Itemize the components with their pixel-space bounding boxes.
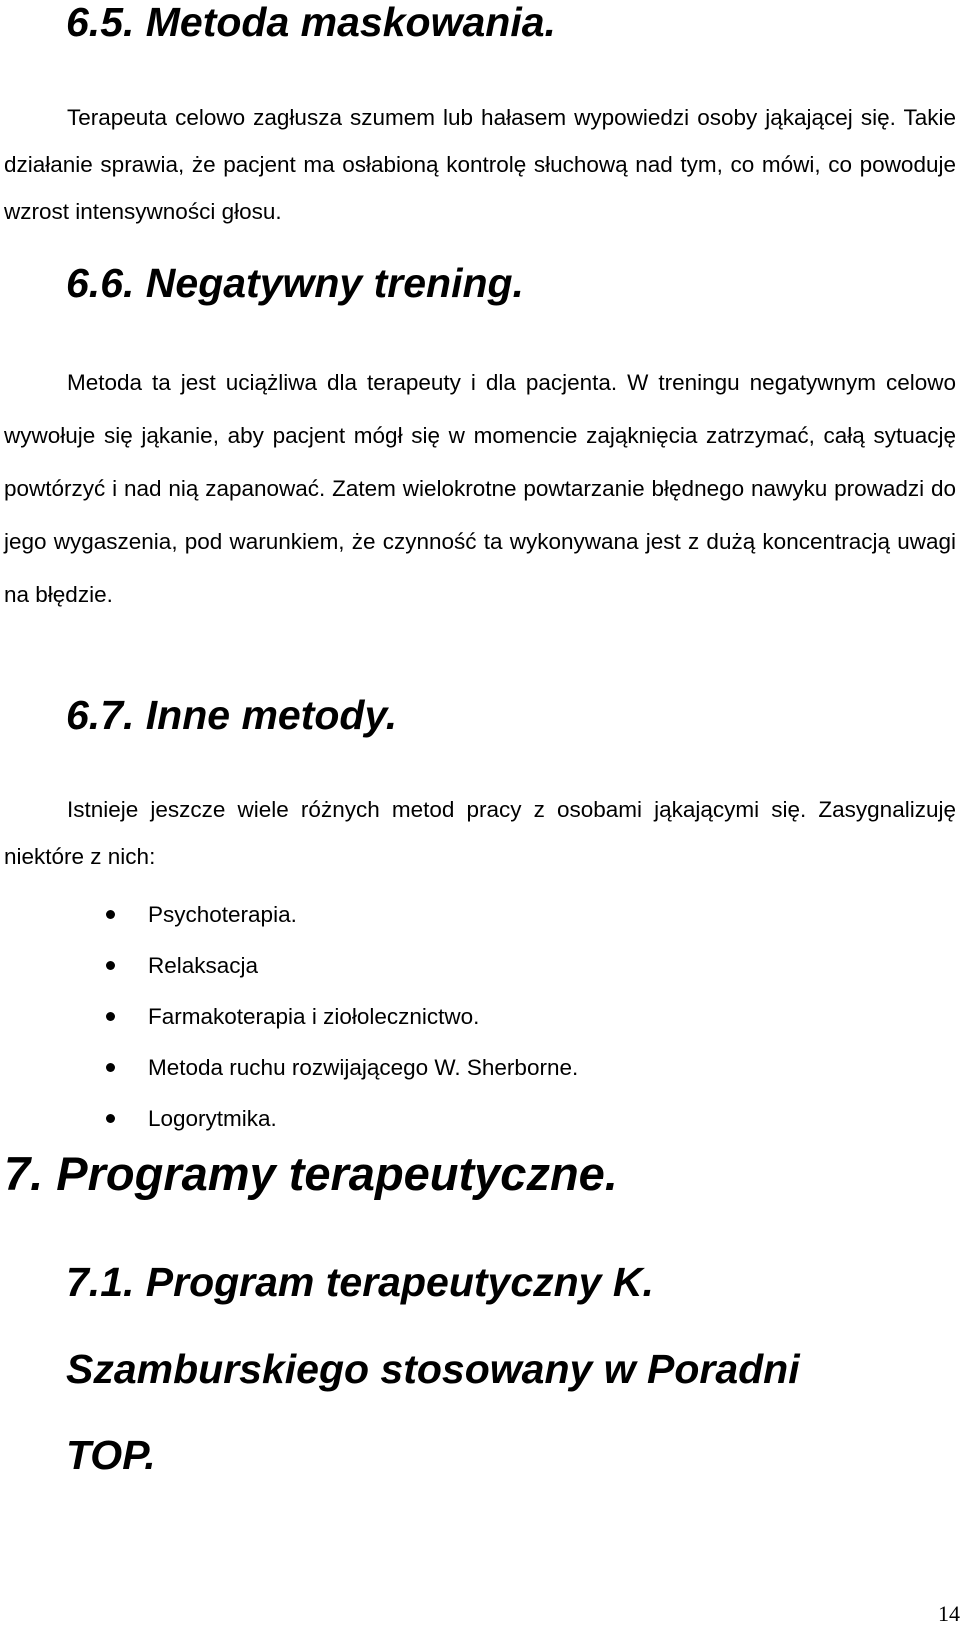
list-item (0, 991, 900, 1042)
list-item-label: Logorytmika. (148, 1106, 277, 1131)
paragraph-masking-text: Terapeuta celowo zagłusza szumem lub hałasem wypowiedzi osoby jąkającej się. Takie działanie sprawia, że pacjent ma osłabioną kontrolę słuchową nad tym, co mówi, co powoduje wzrost intensywności głosu. (4, 105, 956, 224)
list-item (0, 1042, 900, 1093)
paragraph-negative-training-text: Metoda ta jest uciążliwa dla terapeuty i dla pacjenta. W treningu negatywnym celowo wywołuje się jąkanie, aby pacjent mógł się w momencie zająknięcia zatrzymać, całą sytuację powtórzyć i nad nią zapanować. Zatem wielokrotne powtarzanie błędnego nawyku prowadzi do jego wygaszenia, pod warunkiem, że czynność ta wykonywana jest z dużą koncentracją uwagi na błędzie. (4, 370, 956, 607)
heading-7: 7. Programy terapeutyczne. (4, 1147, 618, 1200)
page-number: 14 (938, 1601, 960, 1626)
heading-6-5: 6.5. Metoda maskowania. (66, 0, 556, 45)
bullet-icon (106, 1114, 115, 1123)
bullet-icon (106, 1012, 115, 1021)
heading-7-1-line3: TOP. (66, 1432, 156, 1478)
bullet-icon (106, 961, 115, 970)
paragraph-other-methods-text: Istnieje jeszcze wiele różnych metod pracy z osobami jąkającymi się. Zasygnalizuję niektóre z nich: (4, 797, 956, 869)
heading-7-1-line1: 7.1. Program terapeutyczny K. (66, 1259, 654, 1305)
bullet-icon (106, 1063, 115, 1072)
heading-6-6: 6.6. Negatywny trening. (66, 260, 524, 306)
bullet-icon (106, 910, 115, 919)
methods-list (0, 889, 900, 1144)
list-item-label: Psychoterapia. (148, 902, 297, 927)
list-item-label: Metoda ruchu rozwijającego W. Sherborne. (148, 1055, 579, 1080)
list-item (0, 940, 900, 991)
list-item-label: Farmakoterapia i ziołolecznictwo. (148, 1004, 480, 1029)
paragraph-masking (4, 94, 956, 235)
heading-7-1-line2: Szamburskiego stosowany w Poradni (66, 1346, 800, 1392)
paragraph-other-methods (4, 786, 956, 880)
heading-6-7: 6.7. Inne metody. (66, 692, 398, 738)
list-item-label: Relaksacja (148, 953, 259, 978)
list-item (0, 889, 900, 940)
paragraph-negative-training (4, 356, 956, 621)
list-item (0, 1093, 900, 1144)
